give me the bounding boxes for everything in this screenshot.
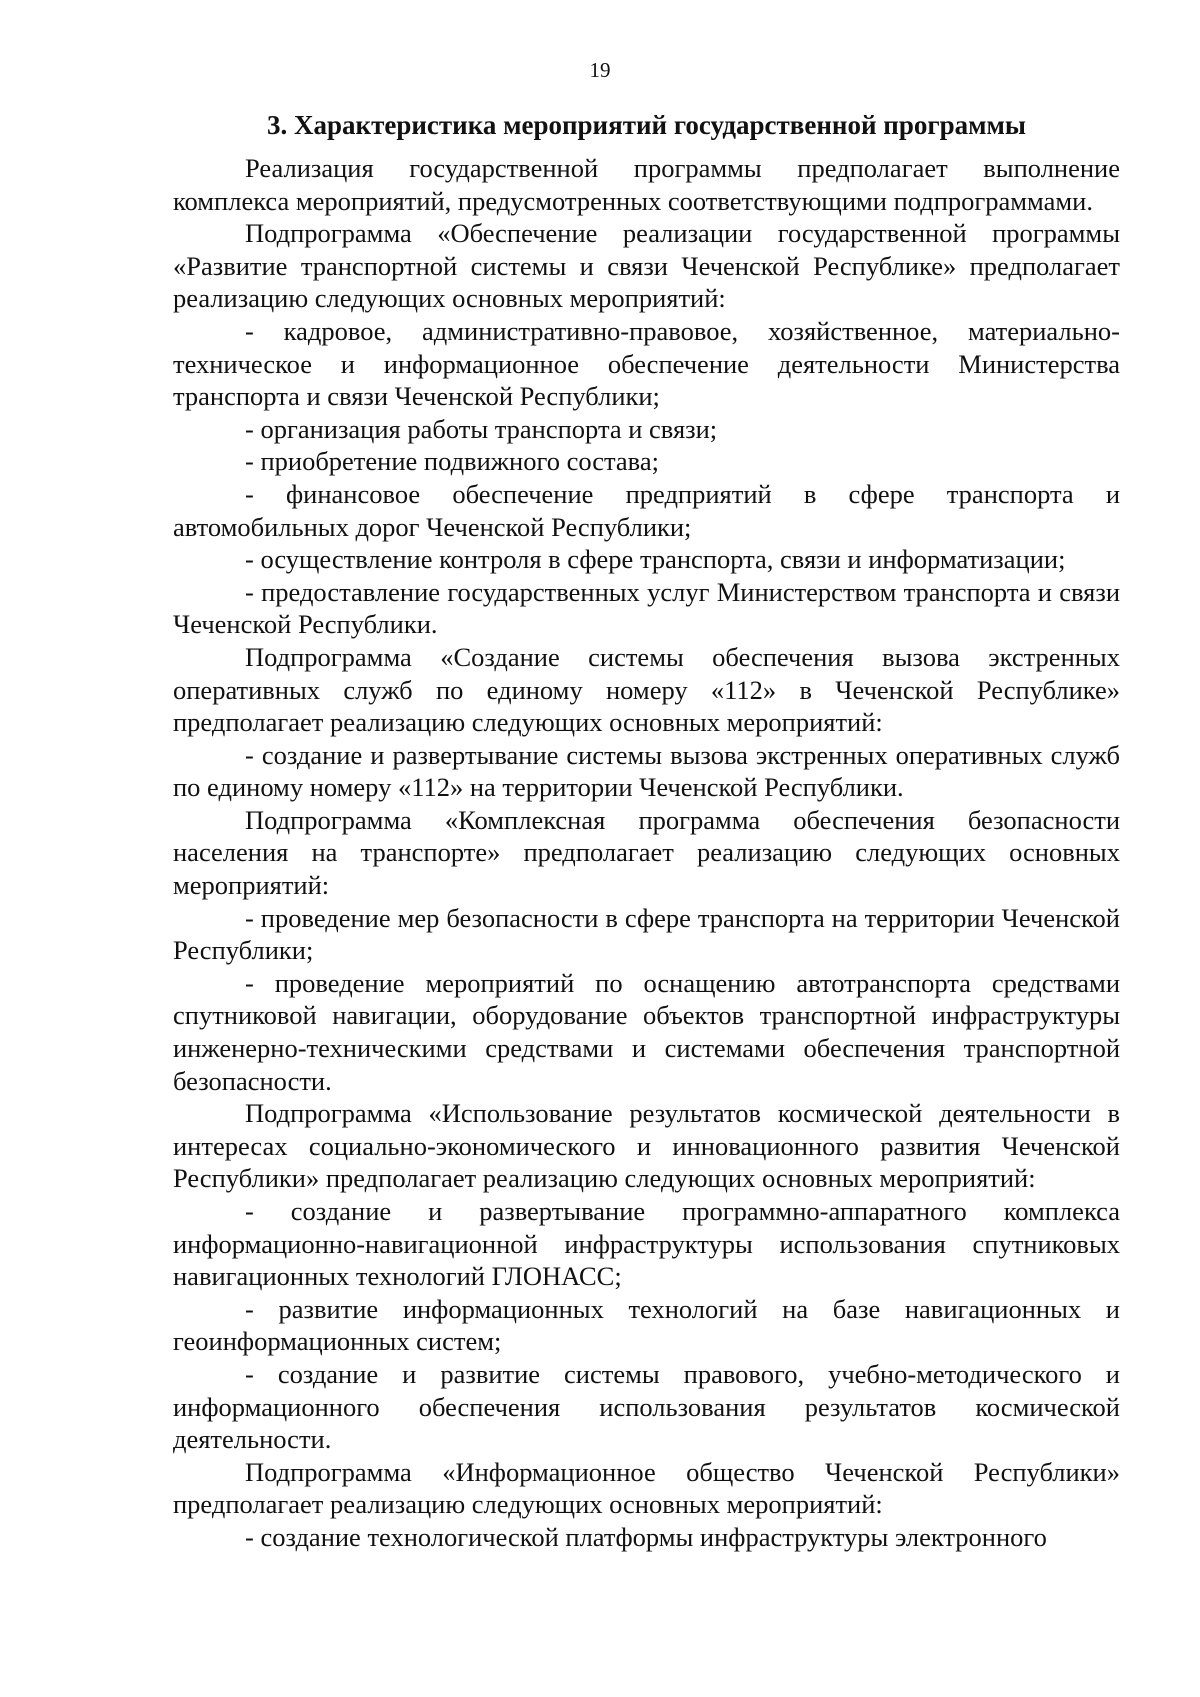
list-item: - предоставление государственных услуг Министерством транспорта и связи Чеченской Республики.: [173, 576, 1120, 640]
paragraph: Подпрограмма «Создание системы обеспечения вызова экстренных оперативных служб по единому номеру «112» в Чеченской Республике» предполагает реализацию следующих основных мероприятий:: [173, 641, 1120, 738]
list-item: - проведение мер безопасности в сфере транспорта на территории Чеченской Республики;: [173, 902, 1120, 966]
list-item: - создание и развертывание системы вызова экстренных оперативных служб по единому номеру «112» на территории Чеченской Республики.: [173, 739, 1120, 803]
paragraph: Подпрограмма «Обеспечение реализации государственной программы «Развитие транспортной системы и связи Чеченской Республике» предполагает реализацию следующих основных мероприятий:: [173, 218, 1120, 314]
paragraph: Подпрограмма «Использование результатов космической деятельности в интересах социально-экономического и инновационного развития Чеченской Республики» предполагает реализацию следующих основных мероприятий:: [173, 1098, 1120, 1194]
paragraph: Подпрограмма «Информационное общество Чеченской Республики» предполагает реализацию следующих основных мероприятий:: [173, 1456, 1120, 1520]
list-item: - приобретение подвижного состава;: [245, 446, 659, 477]
list-item: - создание технологической платформы инфраструктуры электронного: [245, 1521, 1047, 1552]
list-item: - кадровое, административно-правовое, хозяйственное, материально-техническое и информационное обеспечение деятельности Министерства транспорта и связи Чеченской Республики;: [173, 315, 1120, 412]
list-item: - создание и развертывание программно-аппаратного комплекса информационно-навигационной инфраструктуры использования спутниковых навигационных технологий ГЛОНАСС;: [173, 1196, 1120, 1292]
list-item: - осуществление контроля в сфере транспорта, связи и информатизации;: [245, 544, 1066, 575]
paragraph: Подпрограмма «Комплексная программа обеспечения безопасности населения на транспорте» предполагает реализацию следующих основных мероприятий:: [173, 804, 1120, 901]
section-heading: 3. Характеристика мероприятий государственной программы: [267, 110, 1026, 140]
list-item: - организация работы транспорта и связи;: [245, 413, 718, 444]
list-item: - создание и развитие системы правового, учебно-методического и информационного обеспечения использования результатов космической деятельности.: [173, 1358, 1120, 1455]
list-item: - финансовое обеспечение предприятий в сфере транспорта и автомобильных дорог Чеченской Республики;: [173, 478, 1120, 542]
list-item: - развитие информационных технологий на базе навигационных и геоинформационных систем;: [173, 1293, 1120, 1357]
paragraph: Реализация государственной программы предполагает выполнение комплекса мероприятий, предусмотренных соответствующими подпрограммами.: [173, 153, 1120, 216]
document-body: [173, 152, 1120, 1554]
list-item: - проведение мероприятий по оснащению автотранспорта средствами спутниковой навигации, оборудование объектов транспортной инфраструктуры инженерно-техническими средствами и системами обеспечения транспортной безопасности.: [173, 967, 1120, 1096]
page-number: 19: [589, 58, 611, 82]
